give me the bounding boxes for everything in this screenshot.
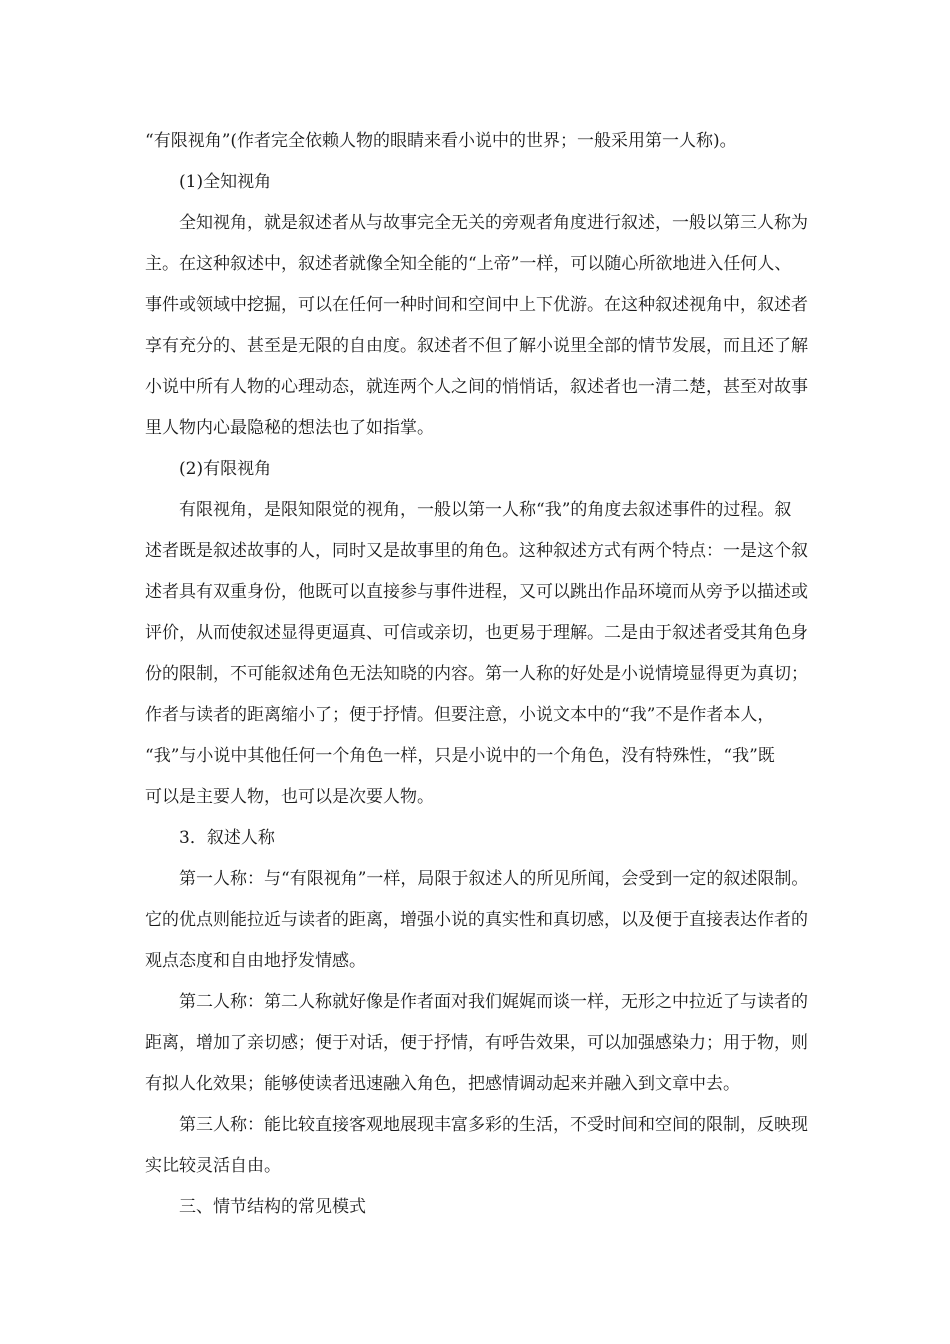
text-line: 可以是主要人物，也可以是次要人物。 xyxy=(145,787,434,807)
text-line: 里人物内心最隐秘的想法也了如指掌。 xyxy=(145,418,434,438)
text-line: 实比较灵活自由。 xyxy=(145,1156,281,1176)
text-line: 它的优点则能拉近与读者的距离，增强小说的真实性和真切感，以及便于直接表达作者的 xyxy=(145,910,808,930)
section-heading-plot: 三、情节结构的常见模式 xyxy=(179,1197,366,1217)
subheading-limited: (2)有限视角 xyxy=(179,459,272,479)
text-line: “我”与小说中其他任何一个角色一样，只是小说中的一个角色，没有特殊性，“我”既 xyxy=(145,746,775,766)
text-line: 有拟人化效果；能够使读者迅速融入角色，把感情调动起来并融入到文章中去。 xyxy=(145,1074,740,1094)
text-line: 评价，从而使叙述显得更逼真、可信或亲切，也更易于理解。二是由于叙述者受其角色身 xyxy=(145,623,808,643)
section-heading-person: 3．叙述人称 xyxy=(179,828,275,848)
text-line: 第一人称：与“有限视角”一样，局限于叙述人的所见所闻，会受到一定的叙述限制。 xyxy=(179,869,809,889)
text-line: 距离，增加了亲切感；便于对话，便于抒情，有呼告效果，可以加强感染力；用于物，则 xyxy=(145,1033,808,1053)
text-line: 述者具有双重身份，他既可以直接参与事件进程，又可以跳出作品环境而从旁予以描述或 xyxy=(145,582,808,602)
text-line: 作者与读者的距离缩小了；便于抒情。但要注意，小说文本中的“我”不是作者本人， xyxy=(145,705,775,725)
text-line: 有限视角，是限知限觉的视角，一般以第一人称“我”的角度去叙述事件的过程。叙 xyxy=(179,500,792,520)
subheading-omniscient: (1)全知视角 xyxy=(179,172,272,192)
text-line: “有限视角”(作者完全依赖人物的眼睛来看小说中的世界；一般采用第一人称)。 xyxy=(145,131,737,151)
text-line: 事件或领域中挖掘，可以在任何一种时间和空间中上下优游。在这种叙述视角中，叙述者 xyxy=(145,295,808,315)
text-line: 全知视角，就是叙述者从与故事完全无关的旁观者角度进行叙述，一般以第三人称为 xyxy=(179,213,808,233)
text-line: 述者既是叙述故事的人，同时又是故事里的角色。这种叙述方式有两个特点：一是这个叙 xyxy=(145,541,808,561)
text-line: 小说中所有人物的心理动态，就连两个人之间的悄悄话，叙述者也一清二楚，甚至对故事 xyxy=(145,377,808,397)
text-line: 第二人称：第二人称就好像是作者面对我们娓娓而谈一样，无形之中拉近了与读者的 xyxy=(179,992,808,1012)
text-line: 观点态度和自由地抒发情感。 xyxy=(145,951,366,971)
text-line: 份的限制，不可能叙述角色无法知晓的内容。第一人称的好处是小说情境显得更为真切； xyxy=(145,664,808,684)
text-line: 享有充分的、甚至是无限的自由度。叙述者不但了解小说里全部的情节发展，而且还了解 xyxy=(145,336,808,356)
text-line: 主。在这种叙述中，叙述者就像全知全能的“上帝”一样，可以随心所欲地进入任何人、 xyxy=(145,254,792,274)
text-line: 第三人称：能比较直接客观地展现丰富多彩的生活，不受时间和空间的限制，反映现 xyxy=(179,1115,808,1135)
